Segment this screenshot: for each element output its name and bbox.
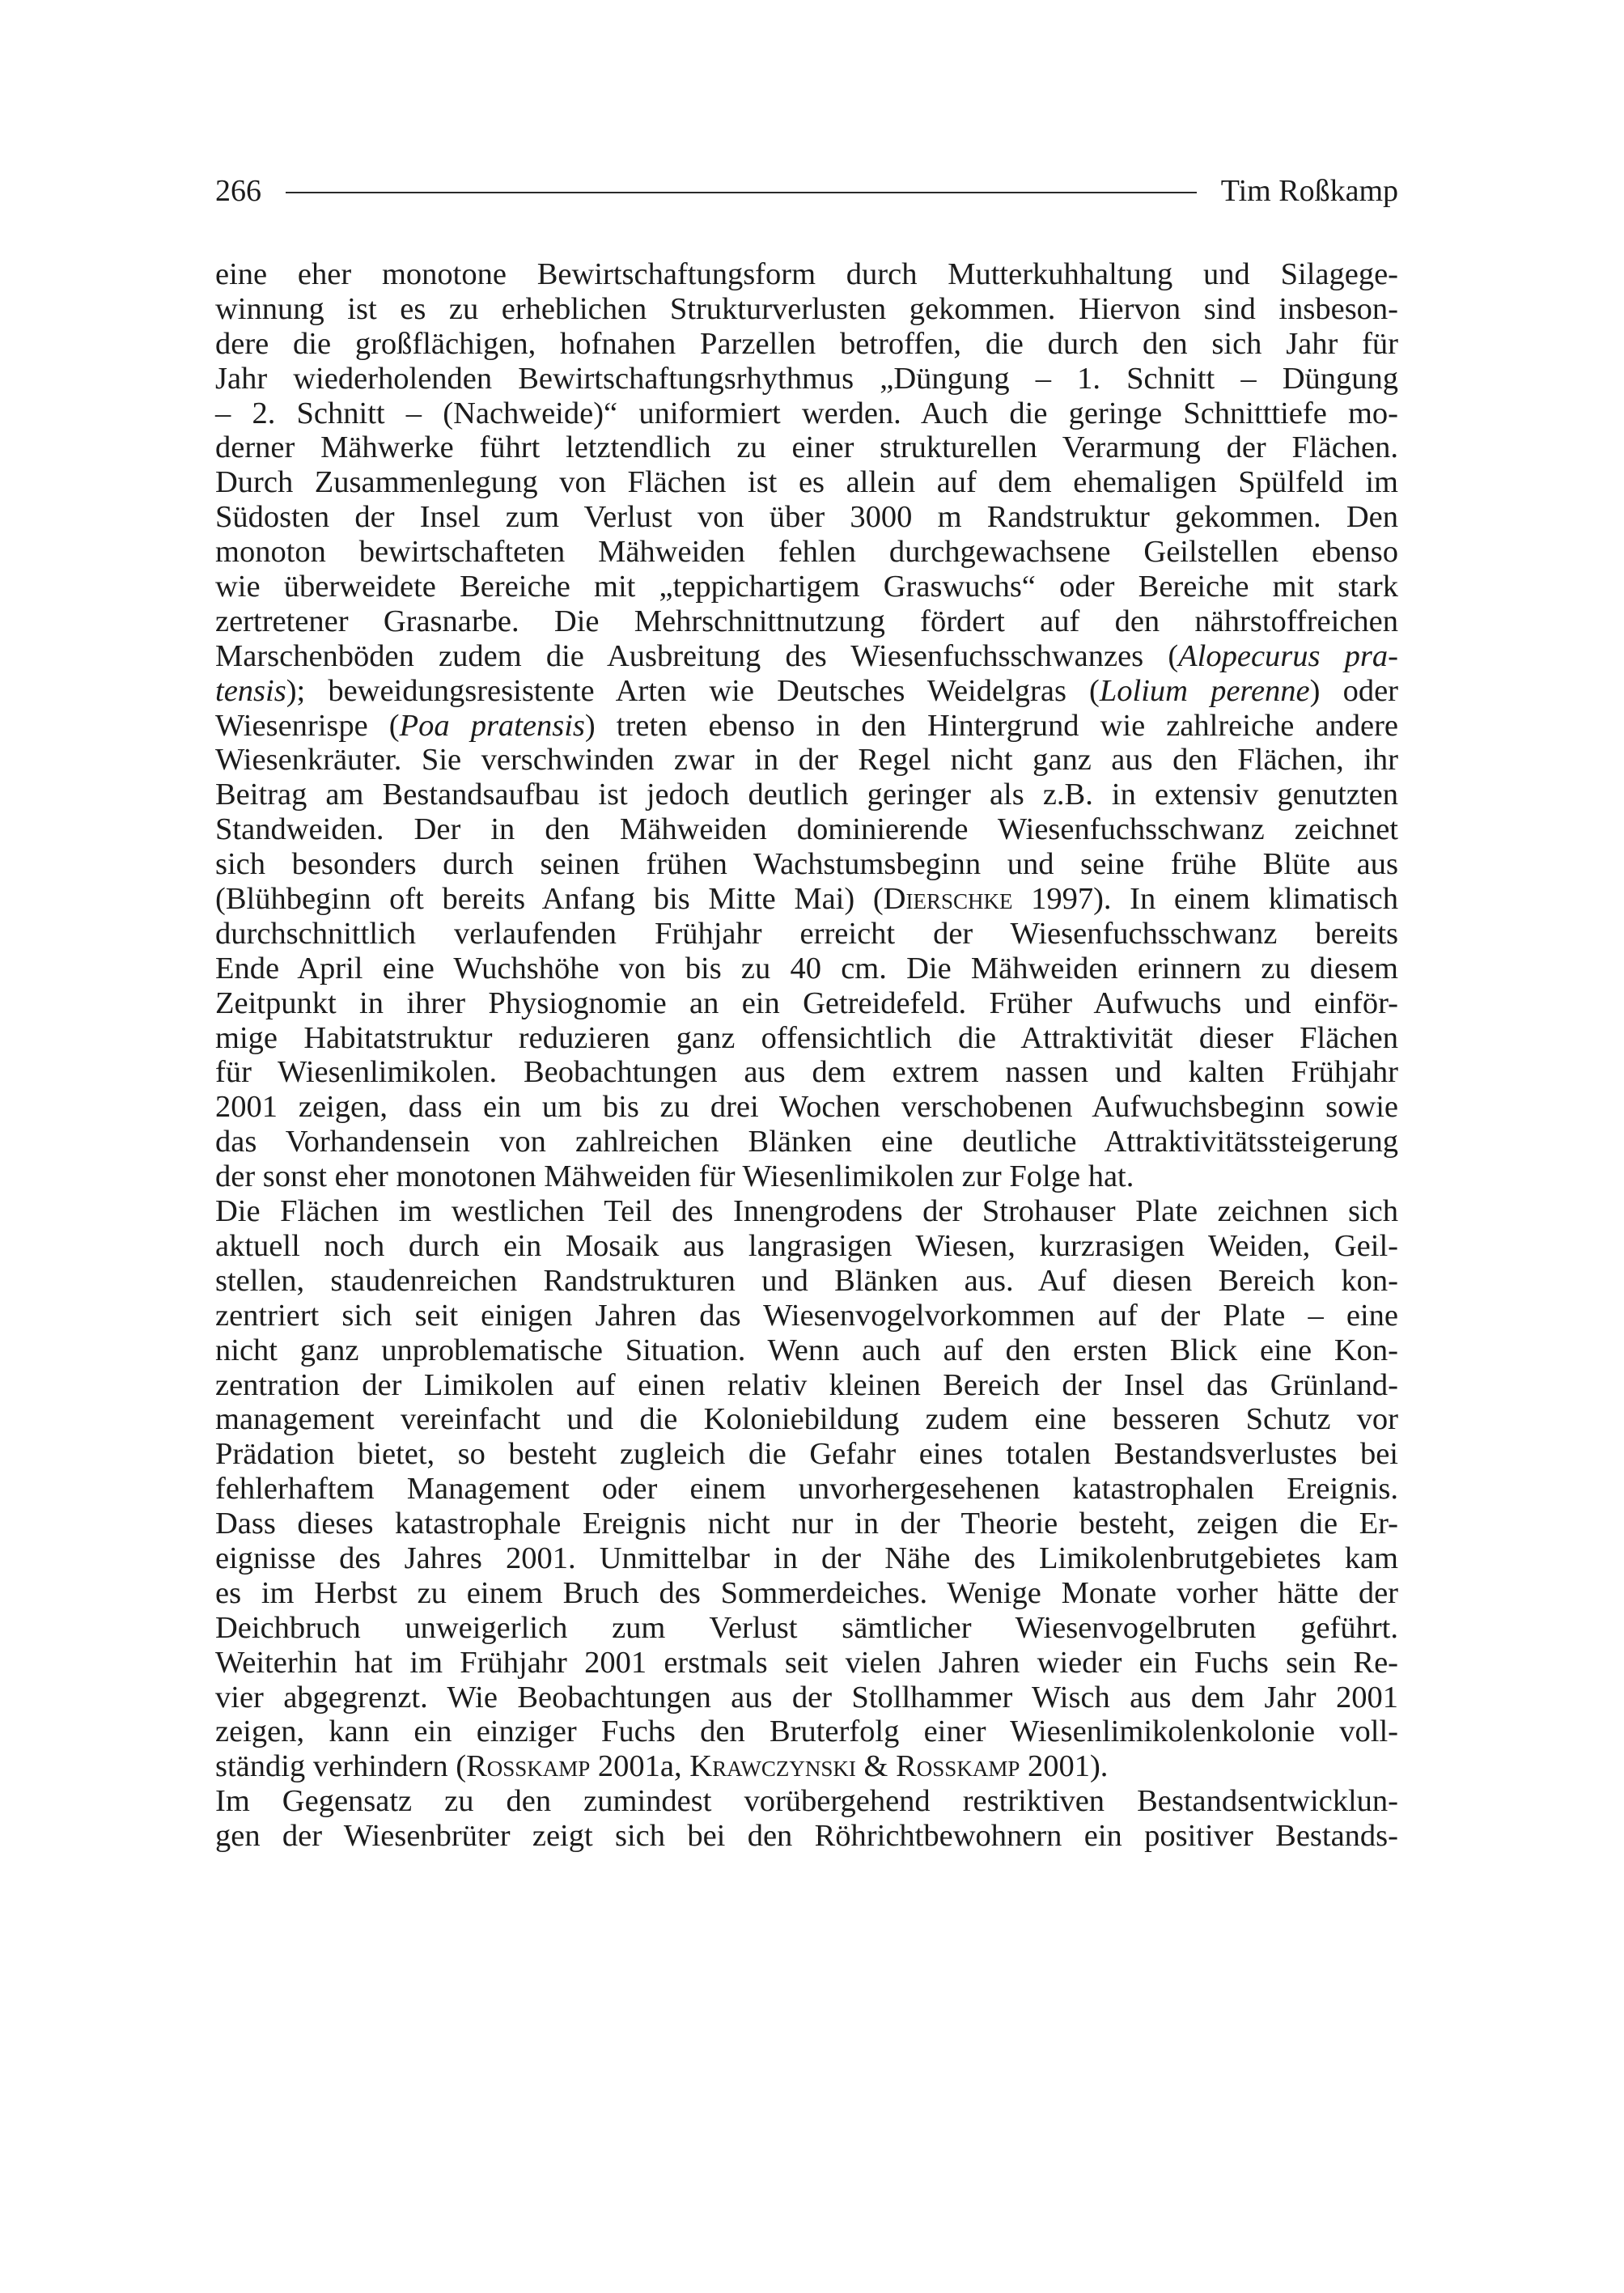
text-line — [215, 1333, 1398, 1368]
text-line — [215, 1541, 1398, 1576]
text-line — [215, 639, 1398, 674]
line-text: ); beweidungsresistente Arten wie Deutsches Weidelgras ( — [286, 673, 1100, 708]
text-line — [215, 1611, 1398, 1646]
running-head — [215, 172, 1398, 210]
text-line — [215, 327, 1398, 362]
text-line — [215, 1437, 1398, 1472]
line-text: Wiesenrispe ( — [215, 708, 400, 743]
line-text: – 2. Schnitt – (Nachweide)“ uniformiert werden. Auch die geringe Schnitttiefe mo- — [215, 396, 1398, 430]
text-line — [215, 882, 1398, 917]
line-text: 1997). In einem klimatisch — [1012, 882, 1398, 917]
line-text: 2001). — [1020, 1749, 1109, 1784]
line-text: Dass dieses katastrophale Ereignis nicht nur in der Theorie besteht, zeigen die Er- — [215, 1507, 1398, 1541]
line-text: nicht ganz unproblematische Situation. Wenn auch auf den ersten Blick eine Kon- — [215, 1333, 1398, 1367]
text-line — [215, 1229, 1398, 1264]
line-text: es im Herbst zu einem Bruch des Sommerdeiches. Wenige Monate vorher hätte der — [215, 1575, 1398, 1610]
line-text: dere die großflächigen, hofnahen Parzellen betroffen, die durch den sich Jahr für — [215, 326, 1398, 361]
line-text: management vereinfacht und die Koloniebildung zudem eine besseren Schutz vor — [215, 1402, 1398, 1437]
text-line — [215, 292, 1398, 327]
text-line — [215, 500, 1398, 535]
line-text: Durch Zusammenlegung von Flächen ist es allein auf dem ehemaligen Spülfeld im — [215, 465, 1398, 500]
text-line — [215, 465, 1398, 500]
text-line — [215, 1125, 1398, 1159]
body-text — [215, 257, 1398, 1854]
text-line — [215, 1472, 1398, 1507]
text-line — [215, 604, 1398, 639]
citation-author: Dierschke — [883, 882, 1013, 917]
text-line — [215, 847, 1398, 882]
line-text: aktuell noch durch ein Mosaik aus langrasigen Wiesen, kurzrasigen Weiden, Geil- — [215, 1228, 1398, 1263]
text-line — [215, 362, 1398, 396]
line-text: zertretener Grasnarbe. Die Mehrschnittnutzung fördert auf den nährstoffreichen — [215, 604, 1398, 638]
line-text: zeigen, kann ein einziger Fuchs den Bruterfolg einer Wiesenlimikolenkolonie voll- — [215, 1714, 1398, 1749]
line-text: (Blühbeginn oft bereits Anfang bis Mitte Mai) ( — [215, 882, 884, 917]
italic-species-name: Poa pratensis — [399, 708, 585, 743]
text-line — [215, 430, 1398, 465]
line-text: Deichbruch unweigerlich zum Verlust sämtlicher Wiesenvogelbruten geführt. — [215, 1610, 1398, 1645]
line-text: sich besonders durch seinen frühen Wachstumsbeginn und seine frühe Blüte aus — [215, 847, 1398, 882]
line-text: gen der Wiesenbrüter zeigt sich bei den Röhrichtbewohnern ein positiver Bestands- — [215, 1819, 1398, 1854]
text-line — [215, 1090, 1398, 1125]
text-line — [215, 917, 1398, 952]
line-text: das Vorhandensein von zahlreichen Blänken eine deutliche Attraktivitätssteigerung — [215, 1125, 1398, 1159]
line-text: wie überweidete Bereiche mit „teppichartigem Graswuchs“ oder Bereiche mit stark — [215, 570, 1398, 604]
italic-species-name: tensis — [215, 673, 286, 708]
text-line — [215, 396, 1398, 431]
line-text: mige Habitatstruktur reduzieren ganz offensichtlich die Attraktivität dieser Flächen — [215, 1020, 1398, 1055]
text-line — [215, 1819, 1398, 1854]
text-line — [215, 1264, 1398, 1299]
text-line — [215, 257, 1398, 292]
text-line — [215, 743, 1398, 778]
italic-species-name: Alopecurus pra- — [1178, 638, 1398, 673]
text-line — [215, 1194, 1398, 1229]
text-line — [215, 1714, 1398, 1749]
line-text: eignisse des Jahres 2001. Unmittelbar in der Nähe des Limikolenbrutgebietes kam — [215, 1541, 1398, 1575]
text-line — [215, 1646, 1398, 1681]
line-text: Ende April eine Wuchshöhe von bis zu 40 cm. Die Mähweiden erinnern zu diesem — [215, 951, 1398, 985]
line-text: Die Flächen im westlichen Teil des Innengrodens der Strohauser Plate zeichnen sich — [215, 1194, 1398, 1229]
text-line — [215, 1055, 1398, 1090]
line-text: & — [855, 1749, 897, 1784]
line-text: ) oder — [1309, 673, 1398, 708]
citation-author: Rosskamp — [896, 1749, 1020, 1784]
line-text: Jahr wiederholenden Bewirtschaftungsrhythmus „Düngung – 1. Schnitt – Düngung — [215, 361, 1398, 396]
text-line — [215, 1368, 1398, 1403]
text-line — [215, 1784, 1398, 1819]
line-text: 2001a, — [590, 1749, 690, 1784]
line-text: Marschenböden zudem die Ausbreitung des Wiesenfuchsschwanzes ( — [215, 638, 1179, 673]
line-text: 2001 zeigen, dass ein um bis zu drei Wochen verschobenen Aufwuchsbeginn sowie — [215, 1090, 1398, 1125]
line-text: Weiterhin hat im Frühjahr 2001 erstmals seit vielen Jahren wieder ein Fuchs sein Re- — [215, 1645, 1398, 1680]
text-line — [215, 1159, 1398, 1194]
line-text: ständig verhindern ( — [215, 1749, 467, 1784]
line-text: monoton bewirtschafteten Mähweiden fehlen durchgewachsene Geilstellen ebenso — [215, 535, 1398, 570]
line-text: stellen, staudenreichen Randstrukturen und Blänken aus. Auf diesen Bereich kon- — [215, 1263, 1398, 1298]
text-line — [215, 812, 1398, 847]
text-line — [215, 709, 1398, 744]
line-text: Standweiden. Der in den Mähweiden dominierende Wiesenfuchsschwanz zeichnet — [215, 812, 1398, 847]
line-text: durchschnittlich verlaufenden Frühjahr erreicht der Wiesenfuchsschwanz bereits — [215, 916, 1398, 951]
line-text: für Wiesenlimikolen. Beobachtungen aus dem extrem nassen und kalten Frühjahr — [215, 1055, 1398, 1090]
page-number: 266 — [215, 174, 261, 208]
line-text: vier abgegrenzt. Wie Beobachtungen aus der Stollhammer Wisch aus dem Jahr 2001 — [215, 1680, 1398, 1714]
text-line — [215, 1299, 1398, 1333]
line-text: Beitrag am Bestandsaufbau ist jedoch deutlich geringer als z.B. in extensiv genutzten — [215, 778, 1398, 812]
text-line — [215, 1507, 1398, 1541]
line-text: Südosten der Insel zum Verlust von über 3000 m Randstruktur gekommen. Den — [215, 500, 1398, 535]
line-text: ) treten ebenso in den Hintergrund wie zahlreiche andere — [584, 708, 1399, 743]
text-line — [215, 778, 1398, 812]
text-line — [215, 1681, 1398, 1715]
text-line — [215, 986, 1398, 1021]
line-text: Im Gegensatz zu den zumindest vorübergehend restriktiven Bestandsentwicklun- — [215, 1784, 1398, 1819]
line-text: Wiesenkräuter. Sie verschwinden zwar in der Regel nicht ganz aus den Flächen, ihr — [215, 743, 1398, 778]
text-line — [215, 1576, 1398, 1611]
running-head-author: Tim Roßkamp — [1220, 174, 1398, 208]
text-line — [215, 570, 1398, 604]
text-line — [215, 535, 1398, 570]
citation-author: Rosskamp — [466, 1749, 591, 1784]
line-text: derner Mähwerke führt letztendlich zu einer strukturellen Verarmung der Flächen. — [215, 430, 1398, 465]
line-text: Zeitpunkt in ihrer Physiognomie an ein Getreidefeld. Früher Aufwuchs und einför- — [215, 985, 1398, 1020]
line-text: zentration der Limikolen auf einen relativ kleinen Bereich der Insel das Grünland- — [215, 1367, 1398, 1402]
line-text: winnung ist es zu erheblichen Strukturverlusten gekommen. Hiervon sind insbeson- — [215, 291, 1398, 326]
line-text: Prädation bietet, so besteht zugleich die Gefahr eines totalen Bestandsverlustes bei — [215, 1437, 1398, 1472]
text-line — [215, 952, 1398, 986]
citation-author: Krawczynski — [689, 1749, 856, 1784]
line-text: zentriert sich seit einigen Jahren das Wiesenvogelvorkommen auf der Plate – eine — [215, 1298, 1398, 1333]
line-text: der sonst eher monotonen Mähweiden für Wiesenlimikolen zur Folge hat. — [215, 1159, 1134, 1194]
line-text: eine eher monotone Bewirtschaftungsform durch Mutterkuhhaltung und Silagege- — [215, 257, 1398, 291]
text-line — [215, 1749, 1398, 1784]
text-line — [215, 1021, 1398, 1056]
italic-species-name: Lolium perenne — [1099, 673, 1310, 708]
header-rule — [286, 192, 1197, 193]
text-line — [215, 674, 1398, 709]
line-text: fehlerhaftem Management oder einem unvorhergesehenen katastrophalen Ereignis. — [215, 1472, 1398, 1507]
text-line — [215, 1402, 1398, 1437]
